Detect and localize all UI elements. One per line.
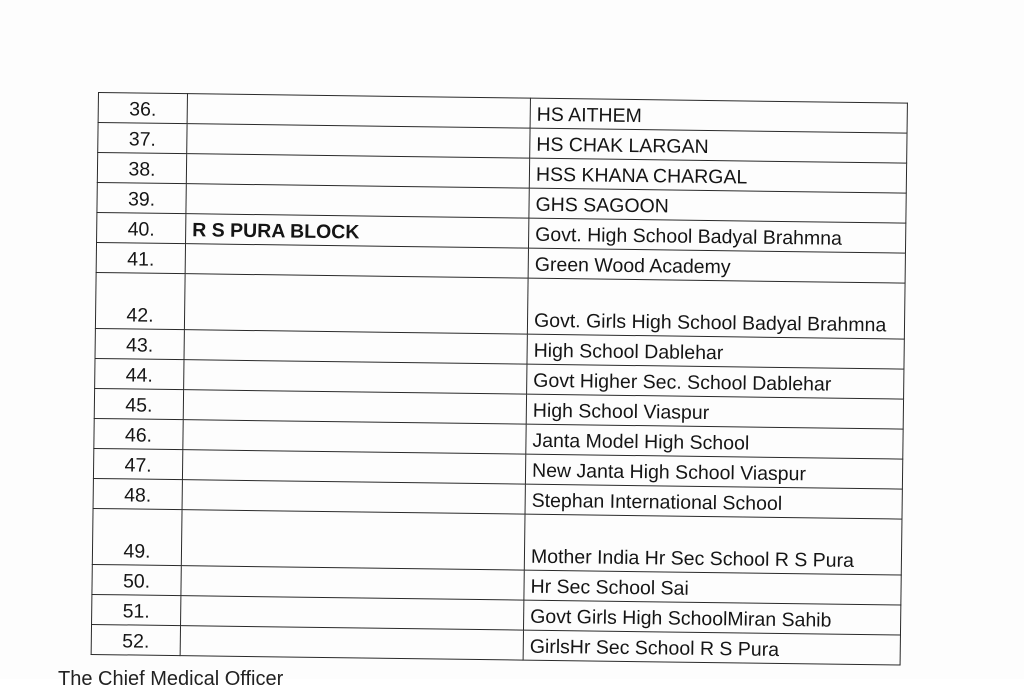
block-name-cell <box>181 510 525 570</box>
serial-number-cell: 45. <box>94 388 183 419</box>
block-name-cell <box>187 124 530 158</box>
school-name-cell: HSS KHANA CHARGAL <box>529 158 906 193</box>
school-name-cell: Janta Model High School <box>526 424 903 459</box>
block-name-cell <box>184 360 527 394</box>
serial-number-cell: 51. <box>92 594 181 625</box>
school-name-cell: HS CHAK LARGAN <box>530 128 907 163</box>
school-name-cell: Hr Sec School Sai <box>524 570 901 605</box>
serial-number-cell: 39. <box>97 182 186 213</box>
block-name-cell <box>184 274 528 334</box>
table-body <box>91 93 907 666</box>
serial-number-cell: 46. <box>94 418 183 449</box>
block-name-cell <box>181 596 524 630</box>
block-name-cell <box>183 420 526 454</box>
school-name-cell: Stephan International School <box>525 484 902 519</box>
school-list-table <box>91 92 908 666</box>
serial-number-cell: 48. <box>93 478 182 509</box>
block-name-cell <box>182 450 525 484</box>
serial-number-cell: 52. <box>91 624 180 655</box>
block-name-cell <box>187 94 530 128</box>
footer-text-fragment: The Chief Medical Officer <box>58 668 284 690</box>
block-name-cell <box>184 330 527 364</box>
serial-number-cell: 50. <box>92 564 181 595</box>
block-name-cell <box>183 390 526 424</box>
school-name-cell: Mother India Hr Sec School R S Pura <box>524 514 902 575</box>
block-name-cell <box>186 184 529 218</box>
block-name-cell <box>186 154 529 188</box>
school-name-cell: Govt Higher Sec. School Dablehar <box>527 364 904 399</box>
school-name-cell: Govt. Girls High School Badyal Brahmna <box>527 278 905 339</box>
school-name-cell: New Janta High School Viaspur <box>525 454 902 489</box>
block-name-cell <box>185 244 528 278</box>
block-name-cell <box>180 626 523 660</box>
serial-number-cell: 43. <box>95 328 184 359</box>
school-list-table-wrapper <box>91 92 908 666</box>
serial-number-cell: 44. <box>95 358 184 389</box>
serial-number-cell: 37. <box>98 123 187 154</box>
serial-number-cell: 49. <box>92 508 182 565</box>
school-name-cell: Green Wood Academy <box>528 248 905 283</box>
school-name-cell: GHS SAGOON <box>529 188 906 223</box>
serial-number-cell: 38. <box>97 153 186 184</box>
serial-number-cell: 36. <box>98 93 187 124</box>
block-name-cell <box>182 480 525 514</box>
school-name-cell: High School Dablehar <box>527 334 904 369</box>
block-name-cell <box>181 566 524 600</box>
school-name-cell: Govt. High School Badyal Brahmna <box>528 218 905 253</box>
serial-number-cell: 40. <box>97 212 186 243</box>
serial-number-cell: 41. <box>96 242 185 273</box>
school-name-cell: GirlsHr Sec School R S Pura <box>523 630 900 665</box>
serial-number-cell: 42. <box>95 272 185 329</box>
school-name-cell: HS AITHEM <box>530 98 907 133</box>
serial-number-cell: 47. <box>93 448 182 479</box>
school-name-cell: High School Viaspur <box>526 394 903 429</box>
school-name-cell: Govt Girls High SchoolMiran Sahib <box>523 600 900 635</box>
block-name-cell: R S PURA BLOCK <box>186 214 529 248</box>
